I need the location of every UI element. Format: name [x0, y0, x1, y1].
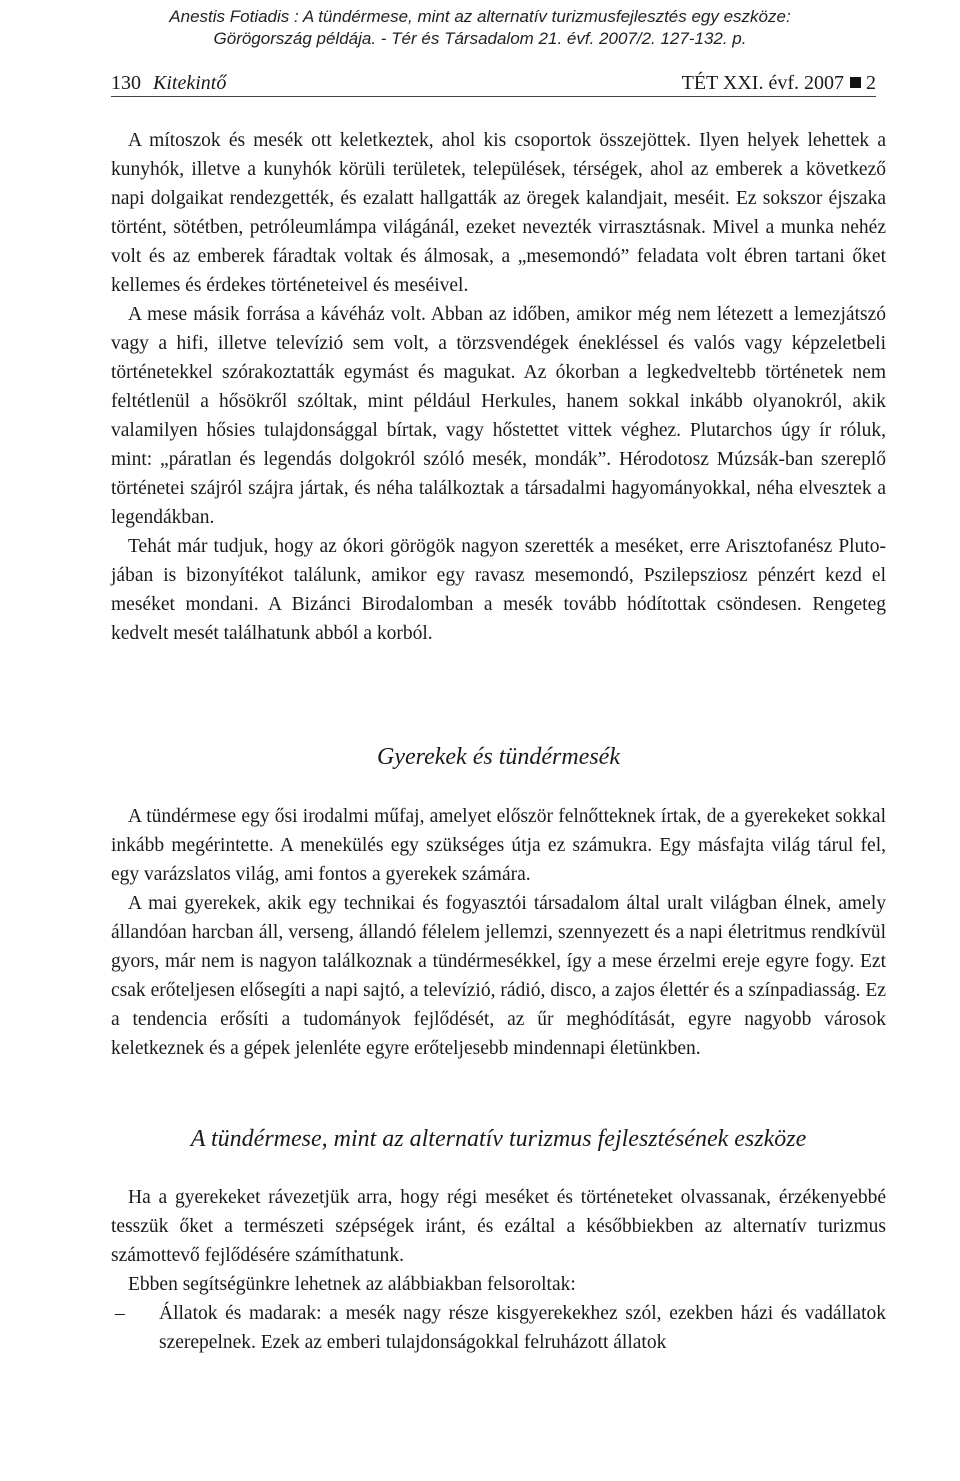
paragraph: A mese másik forrása a kávéház volt. Abban az időben, amikor még nem létezett a lemezjátszó vagy a hifi, illetve televízió sem volt, a törzsvendégek énekléssel és valós vagy képzeletbeli történetekkel szórakoztatták egymást és magukat. Az ókorban a legkedveltebb történetek nem feltétlenül a hősökről szóltak, mint például Herkules, hanem sokkal inkább olyanokról, akik valamilyen hősies tulajdonsággal bírtak, vagy hőstettet vittek véghez. Plutarchos úgy ír róluk, mint: „páratlan és legendás dolgokról szóló mesék, mondák”. Hérodotosz Múzsák-ban szereplő történetei szájról szájra jártak, és néha találkoztak a társadalmi hagyományokkal, néha elvesztek a legendákban. [111, 304, 886, 528]
paragraph: A tündérmese egy ősi irodalmi műfaj, amelyet először felnőtteknek írtak, de a gyerekeket sokkal inkább megérintette. A menekülés egy szükséges útja ez számukra. Egy másfajta világ tárul fel, egy varázslatos világ, ami fontos a gyerekek számára. [111, 806, 886, 885]
citation-header [0, 6, 960, 50]
issue-number: 2 [866, 72, 876, 94]
section-heading-1: Gyerekek és tündérmesék [377, 744, 620, 770]
citation-line-2: Görögország példája. - Tér és Társadalom 21. évf. 2007/2. 127-132. p. [213, 29, 747, 48]
body-block-2 [111, 802, 886, 1063]
citation-line-1: Anestis Fotiadis : A tündérmese, mint az alternatív turizmusfejlesztés egy eszköze: [169, 7, 791, 26]
section-name: Kitekintő [153, 72, 227, 94]
running-head-left [111, 70, 226, 96]
list-item [111, 1299, 886, 1357]
list-item-text: Állatok és madarak: a mesék nagy része kisgyerekekhez szól, ezekben házi és vadállatok szerepelnek. Ezek az emberi tulajdonságokkal felruházott állatok [159, 1303, 886, 1353]
body-block-1 [111, 126, 886, 648]
paragraph: A mítoszok és mesék ott keletkeztek, ahol kis csoportok összejöttek. Ilyen helyek lehettek a kunyhók, illetve a kunyhók körüli területek, települések, térségek, ahol az emberek a következő napi dolgaikat rendezgették, és ezalatt hallgatták az öregek kalandjait, meséit. Ez sokszor éjszaka történt, sötétben, petróleumlámpa világánál, ezeket nevezték virrasztásnak. Mivel a munka nehéz volt és az emberek fáradtak voltak és álmosak, a „mesemondó” feladata volt ébren tartani őket kellemes és érdekes történeteivel és meséivel. [111, 130, 886, 296]
journal-volume: TÉT XXI. évf. 2007 [681, 72, 844, 94]
paragraph: Ha a gyerekeket rávezetjük arra, hogy régi meséket és történeteket olvassanak, érzékenyebbé tesszük őket a természeti szépségek iránt, és ezáltal a későbbiekben az alternatív turizmus számottevő fejlődésére számíthatunk. [111, 1187, 886, 1266]
square-bullet-icon [850, 77, 861, 88]
list-bullet: – [115, 1303, 125, 1324]
running-head-right [682, 70, 876, 96]
section-heading-2: A tündérmese, mint az alternatív turizmus fejlesztésének eszköze [190, 1126, 807, 1152]
paragraph: Ebben segítségünkre lehetnek az alábbiakban felsoroltak: [128, 1274, 576, 1295]
body-block-3 [111, 1183, 886, 1357]
page-number: 130 [111, 72, 141, 94]
paragraph: A mai gyerekek, akik egy technikai és fogyasztói társadalom által uralt világban élnek, amely állandóan harcban áll, verseng, állandó félelem jellemzi, szennyezett és a napi életritmus rendkívül gyors, már nem is nagyon találkoznak a tündérmesékkel, így a mese érzelmi ereje egyre fogy. Ezt csak erőteljesen elősegíti a napi sajtó, a televízió, rádió, disco, a zajos élettér és a színpadiasság. Ez a tendencia erősíti a tudományok fejlődését, az űr meghódítását, egyre nagyobb városok keletkeznek és a gépek jelenléte egyre erőteljesebb mindennapi életünkben. [111, 893, 886, 1059]
paragraph: Tehát már tudjuk, hogy az ókori görögök nagyon szerették a meséket, erre Arisztofanész Pluto-jában is bizonyítékot találunk, amikor egy ravasz mesemondó, Pszilepsziosz pénzért kezd el meséket mondani. A Bizánci Birodalomban a mesék tovább hódítottak csöndesen. Rengeteg kedvelt mesét találhatunk abból a korból. [111, 536, 886, 644]
running-head [111, 70, 876, 97]
